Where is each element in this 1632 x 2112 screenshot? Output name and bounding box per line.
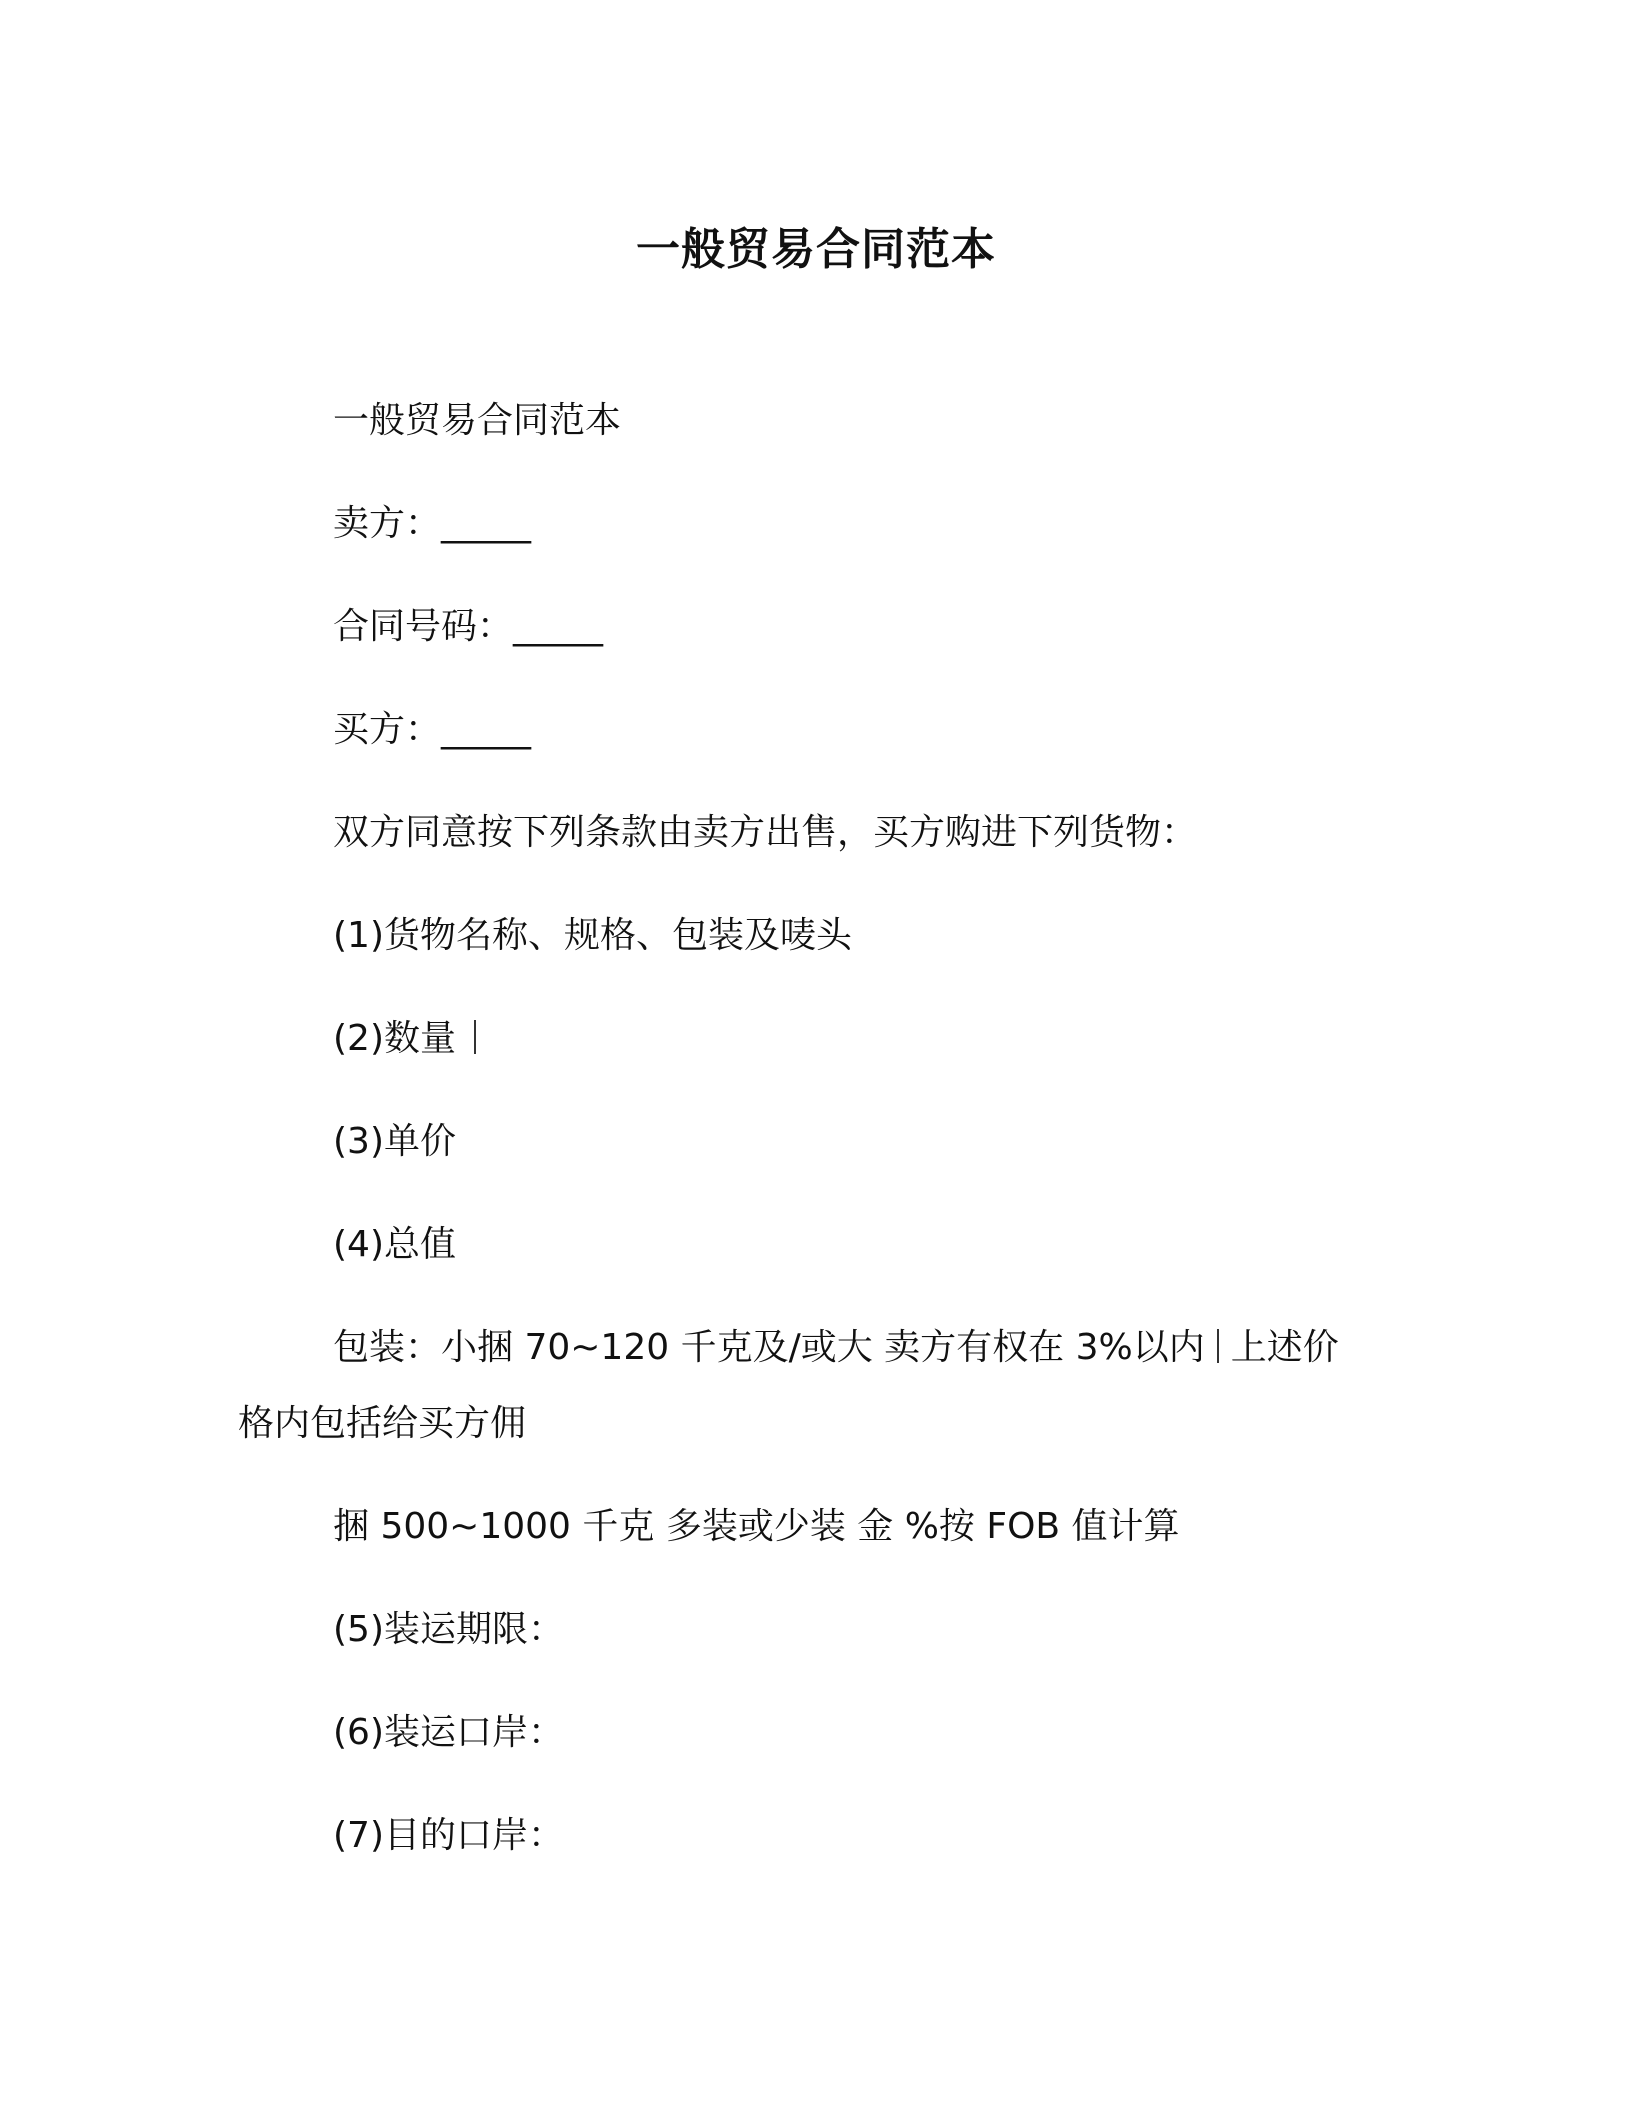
item-total-value: (4)总值 [333,1224,456,1265]
item-quantity: (2)数量 [333,1018,456,1059]
text-cursor-icon [474,1020,476,1054]
seller-line: 卖方：_____ [333,503,532,544]
item-quantity-line [333,1015,494,1063]
document-subtitle: 一般贸易合同范本 [333,400,622,441]
packing-line [333,1324,1339,1372]
item-shipment-period: (5)装运期限： [333,1609,564,1650]
packing-weight-line: 捆 500~1000 千克 多装或少装 金 %按 FOB 值计算 [333,1506,1180,1547]
divider-bar-icon [1217,1329,1219,1363]
packing-text-a: 包装：小捆 70~120 千克及/或大 卖方有权在 3%以内 [333,1327,1205,1368]
packing-text-b: 上述价 [1230,1327,1339,1368]
item-goods-name: (1)货物名称、规格、包装及唛头 [333,915,852,956]
item-unit-price: (3)单价 [333,1121,456,1162]
contract-number-line: 合同号码：_____ [333,606,604,647]
agreement-line: 双方同意按下列条款由卖方出售，买方购进下列货物： [333,812,1198,853]
packing-continuation: 格内包括给买方佣 [238,1403,527,1444]
item-port-of-destination: (7)目的口岸： [333,1815,564,1856]
document-title: 一般贸易合同范本 [636,224,996,275]
item-port-of-shipment: (6)装运口岸： [333,1712,564,1753]
buyer-line: 买方：_____ [333,709,532,750]
